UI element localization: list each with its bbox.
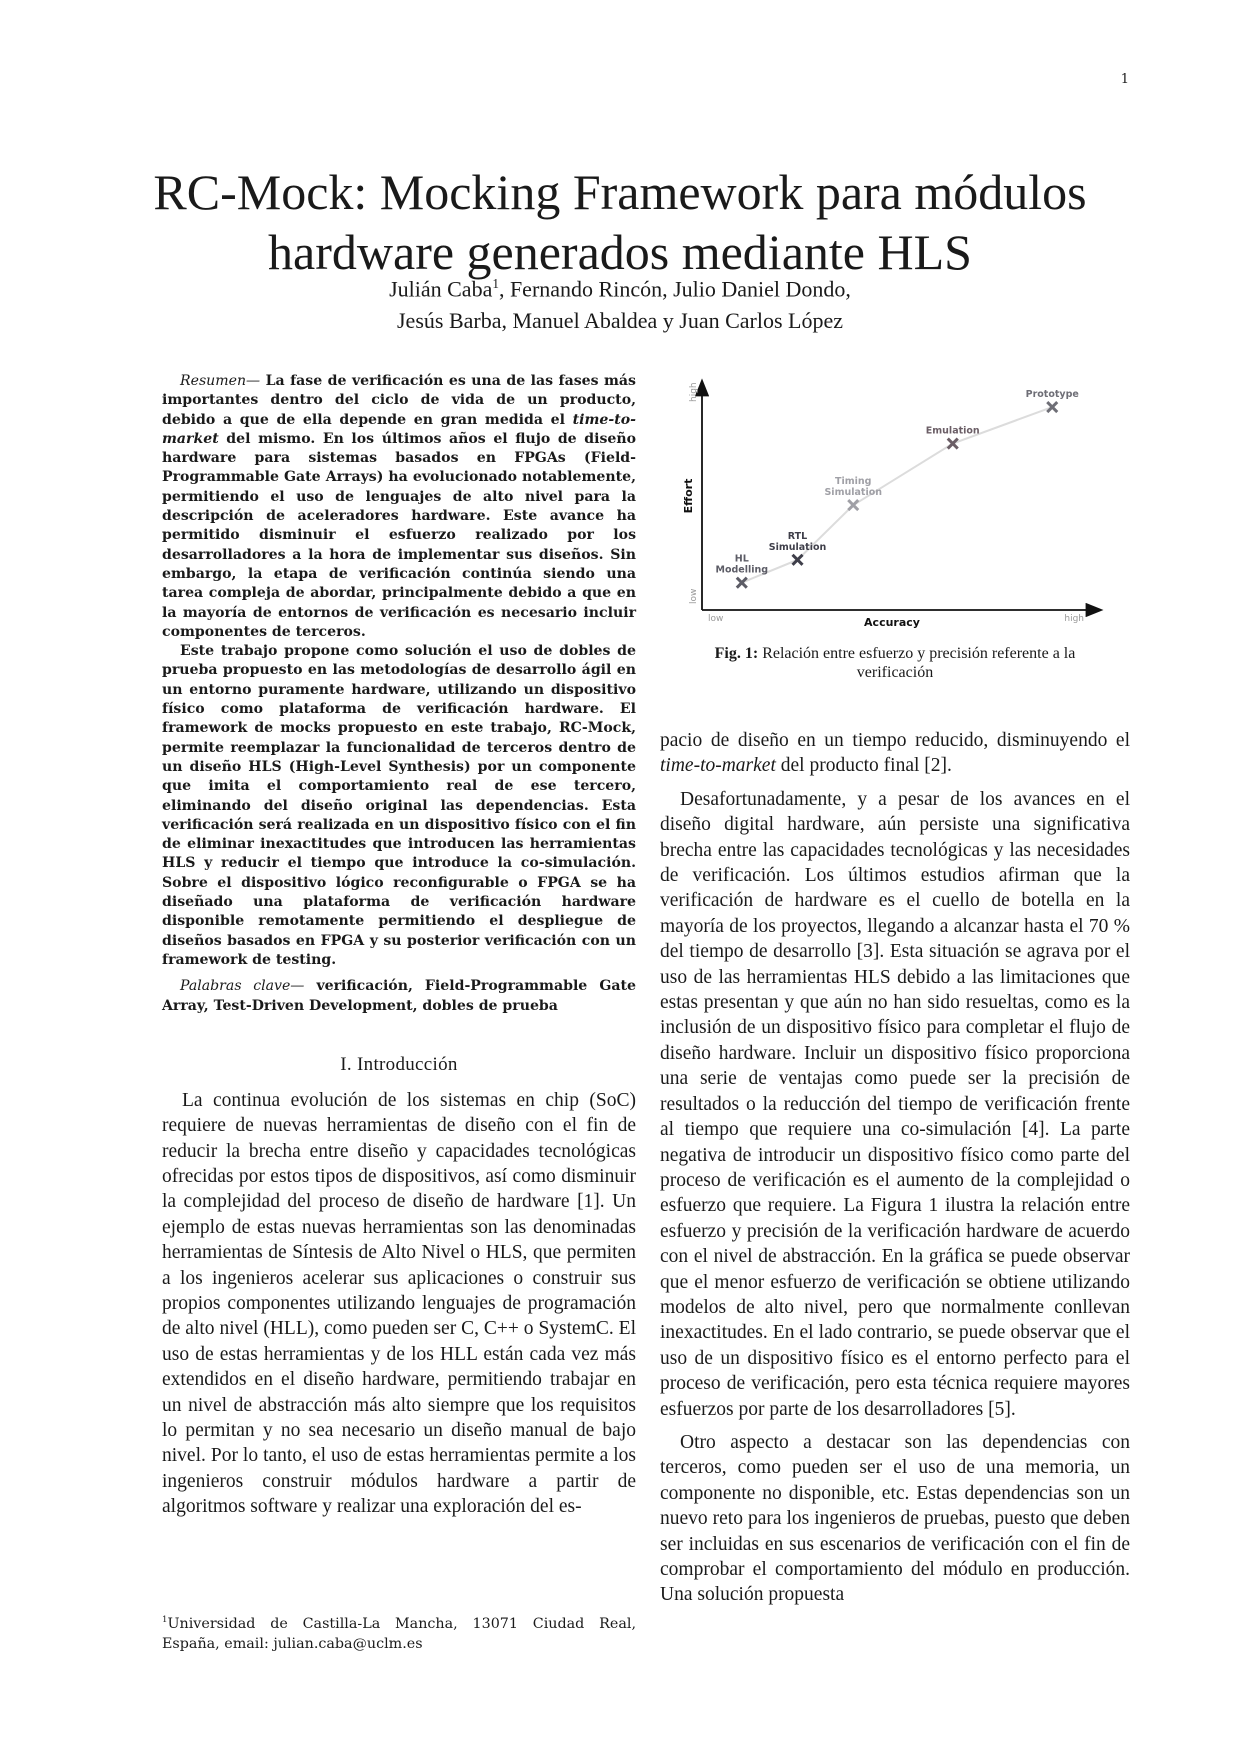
x-axis-label: Accuracy [864,616,920,629]
data-point-4 [1026,389,1079,412]
author-line-2: Jesús Barba, Manuel Abaldea y Juan Carlos López [397,308,843,334]
point-marker-4 [1047,402,1057,412]
x-tick-label-high: high [1064,614,1084,624]
author-line-1 [120,268,1120,305]
point-marker-1 [793,555,803,565]
figure-1 [660,374,1130,682]
point-marker-0 [737,578,747,588]
point-label-2-line-0: Timing [835,476,872,488]
footnote [162,1610,636,1654]
point-label-3-line-0: Emulation [925,425,980,437]
point-label-1-line-0: RTL [787,530,808,542]
title-line-1: RC-Mock: Mocking Framework para módulos [153,163,1087,220]
trend-line [742,407,1052,583]
point-label-1-line-1: Simulation [768,541,827,553]
right-column-text [660,728,1130,1616]
author-list [120,268,1120,337]
y-axis-label: Effort [682,478,695,514]
abstract-lead: Resumen— [180,373,261,389]
point-label-4-line-0: Prototype [1025,389,1079,401]
point-label-0-line-1: Modelling [715,564,769,576]
data-point-2 [824,476,882,510]
abstract-text-b: del mismo. En los últimos años el flujo de diseño hardware para sistemas basados en FPGAs (Field-Programmable Gate Arrays) ha evolucionado notablemente, permitiendo el uso de lenguajes de alto nivel para la descripción de aceleradores hardware. Este avance ha permitido disminuir el esfuerzo realizado por los desarrolladores a la hora de implementar sus diseños. Sin embargo, la etapa de verificación continúa siendo una tarea compleja de abordar, principalmente debido a que en la mayoría de entornos de verificación es necesario incluir componentes de terceros. [162,430,636,640]
continuation-italic-term: time-to-market [660,755,776,777]
continuation-text-a: pacio de diseño en un tiempo reducido, disminuyendo el [660,730,1130,751]
data-point-0 [716,554,769,588]
footnote-text: Universidad de Castilla-La Mancha, 13071 Ciudad Real, España, email: julian.caba@uclm.es [162,1615,636,1652]
y-tick-label-high: high [689,382,699,402]
right-paragraph-1: Desafortunadamente, y a pesar de los avances en el diseño digital hardware, aún persiste una significativa brecha entre las capacidades tecnológicas y las necesidades de verificación. Los últimos estudios afirman que la verificación de hardware es el cuello de botella en la mayoría de los proyectos, llegando a alcanzar hasta el 70 % del tiempo de desarrollo [3]. Esta situación se agrava por el uso de las herramientas HLS debido a las limitaciones que estas presentan y que aún no han sido resueltas, como es la inclusión de un dispositivo físico para completar el flujo de diseño hardware. Incluir un dispositivo físico proporciona una serie de ventajas como puede ser la precisión de resultados o la reducción del tiempo de verificación frente al tiempo que requiere una co-simulación [4]. La parte negativa de introducir un dispositivo físico como parte del proceso de verificación es el aumento de la complejidad o esfuerzo que requiere. La Figura 1 ilustra la relación entre esfuerzo y precisión de la verificación hardware de acuerdo con el nivel de abstracción. En la gráfica se puede observar que el menor esfuerzo de verificación se obtiene utilizando modelos de alto nivel, pero que normalmente conllevan inexactitudes. En el lado contrario, se puede observar que el uso de un dispositivo físico es el entorno perfecto para el proceso de verificación, pero esta técnica requiere mayores esfuerzos por parte de los desarrolladores [5]. [660,788,1130,1420]
author-first: Julián Caba [389,276,493,302]
abstract-italic-term: time-to-market [162,411,636,447]
title-line-2: hardware generados mediante HLS [268,223,972,280]
y-tick-label-low: low [689,588,699,604]
point-label-0-line-0: HL [734,553,749,565]
author-line-1-rest: , Fernando Rincón, Julio Daniel Dondo, [498,276,851,302]
continuation-text-b: del producto final [2]. [775,755,952,777]
point-marker-2 [848,500,858,510]
right-paragraph-2: Otro aspecto a destacar son las dependencias con terceros, como pueden ser el uso de una memoria, un componente no disponible, etc. Estas dependencias son un nuevo reto para los ingenieros de pruebas, puesto que deben ser incluidas en sus escenarios de verificación con el fin de comprobar el comportamiento del módulo en producción. Una solución propuesta [660,1431,1130,1606]
abstract-paragraph-1 [162,372,636,642]
x-tick-label-low: low [708,614,724,624]
right-column-top [660,374,1130,682]
affiliation-marker: 1 [492,276,499,291]
section-heading-introduccion: I. Introducción [340,1053,458,1075]
point-label-2-line-1: Simulation [824,487,882,499]
keywords-lead: Palabras clave— [180,978,305,995]
data-points [716,389,1079,588]
abstract [162,372,636,970]
data-point-1 [769,531,827,565]
keywords-text: verificación, Field-Programmable Gate Array, Test-Driven Development, dobles de prueba [162,978,636,1014]
paper-title [120,162,1120,282]
footnote-marker: 1 [162,1615,168,1625]
intro-paragraph-1: La continua evolución de los sistemas en chip (SoC) requiere de nuevas herramientas de diseño con el fin de reducir la brecha entre diseño y capacidades tecnológicas ofrecidas por estos tipos de dispositivos, así como disminuir la complejidad del proceso de diseño de hardware [1]. Un ejemplo de estas nuevas herramientas son las denominadas herramientas de Síntesis de Alto Nivel o HLS, que permiten a los ingenieros acelerar sus aplicaciones o construir sus propios componentes utilizando lenguajes de programación de alto nivel (HLL), como pueden ser C, C++ o SystemC. El uso de estas herramientas y de los HLL están cada vez más extendidos en el diseño hardware, permitiendo trabajar en un nivel de abstracción más alto siempre que los requisitos lo permitan y no sea necesario un diseño manual de bajo nivel. Por lo tanto, el uso de estas herramientas permite a los ingenieros construir módulos hardware a partir de algoritmos software y realizar una exploración del es- [162,1089,636,1518]
right-paragraph-continuation [660,728,1130,779]
effort-accuracy-chart [660,374,1130,634]
figure-caption-label: Fig. 1: [714,645,759,662]
point-marker-3 [948,439,958,449]
abstract-paragraph-2: Este trabajo propone como solución el uso de dobles de prueba propuesto en las metodologías de desarrollo ágil en un entorno puramente hardware, utilizando un dispositivo físico como plataforma de verificación hardware. El framework de mocks propuesto en este trabajo, RC-Mock, permite reemplazar la funcionalidad de terceros dentro de un diseño HLS (High-Level Synthesis) por un componente que imita el comportamiento real de ese tercero, eliminando del diseño original las dependencias. Esta verificación será realizada en un dispositivo físico con el fin de eliminar inexactitudes que introducen las herramientas HLS y reducir el tiempo que introduce la co-simulación. Sobre el dispositivo lógico reconfigurable o FPGA se ha diseñado una plataforma de verificación hardware disponible remotamente permitiendo el despliegue de diseños basados en FPGA y su posterior verificación con un framework de testing. [162,643,636,968]
page-number: 1 [1120,72,1129,87]
abstract-text-a: La fase de verificación es una de las fases más importantes dentro del ciclo de vida de un producto, debido a que de ella depende en gran medida el [162,373,636,428]
figure-caption-text: Relación entre esfuerzo y precisión referente a la verificación [758,645,1076,681]
section-1-body [162,1088,636,1520]
figure-caption [675,644,1115,682]
left-column [162,372,636,1528]
keywords [162,977,636,1016]
